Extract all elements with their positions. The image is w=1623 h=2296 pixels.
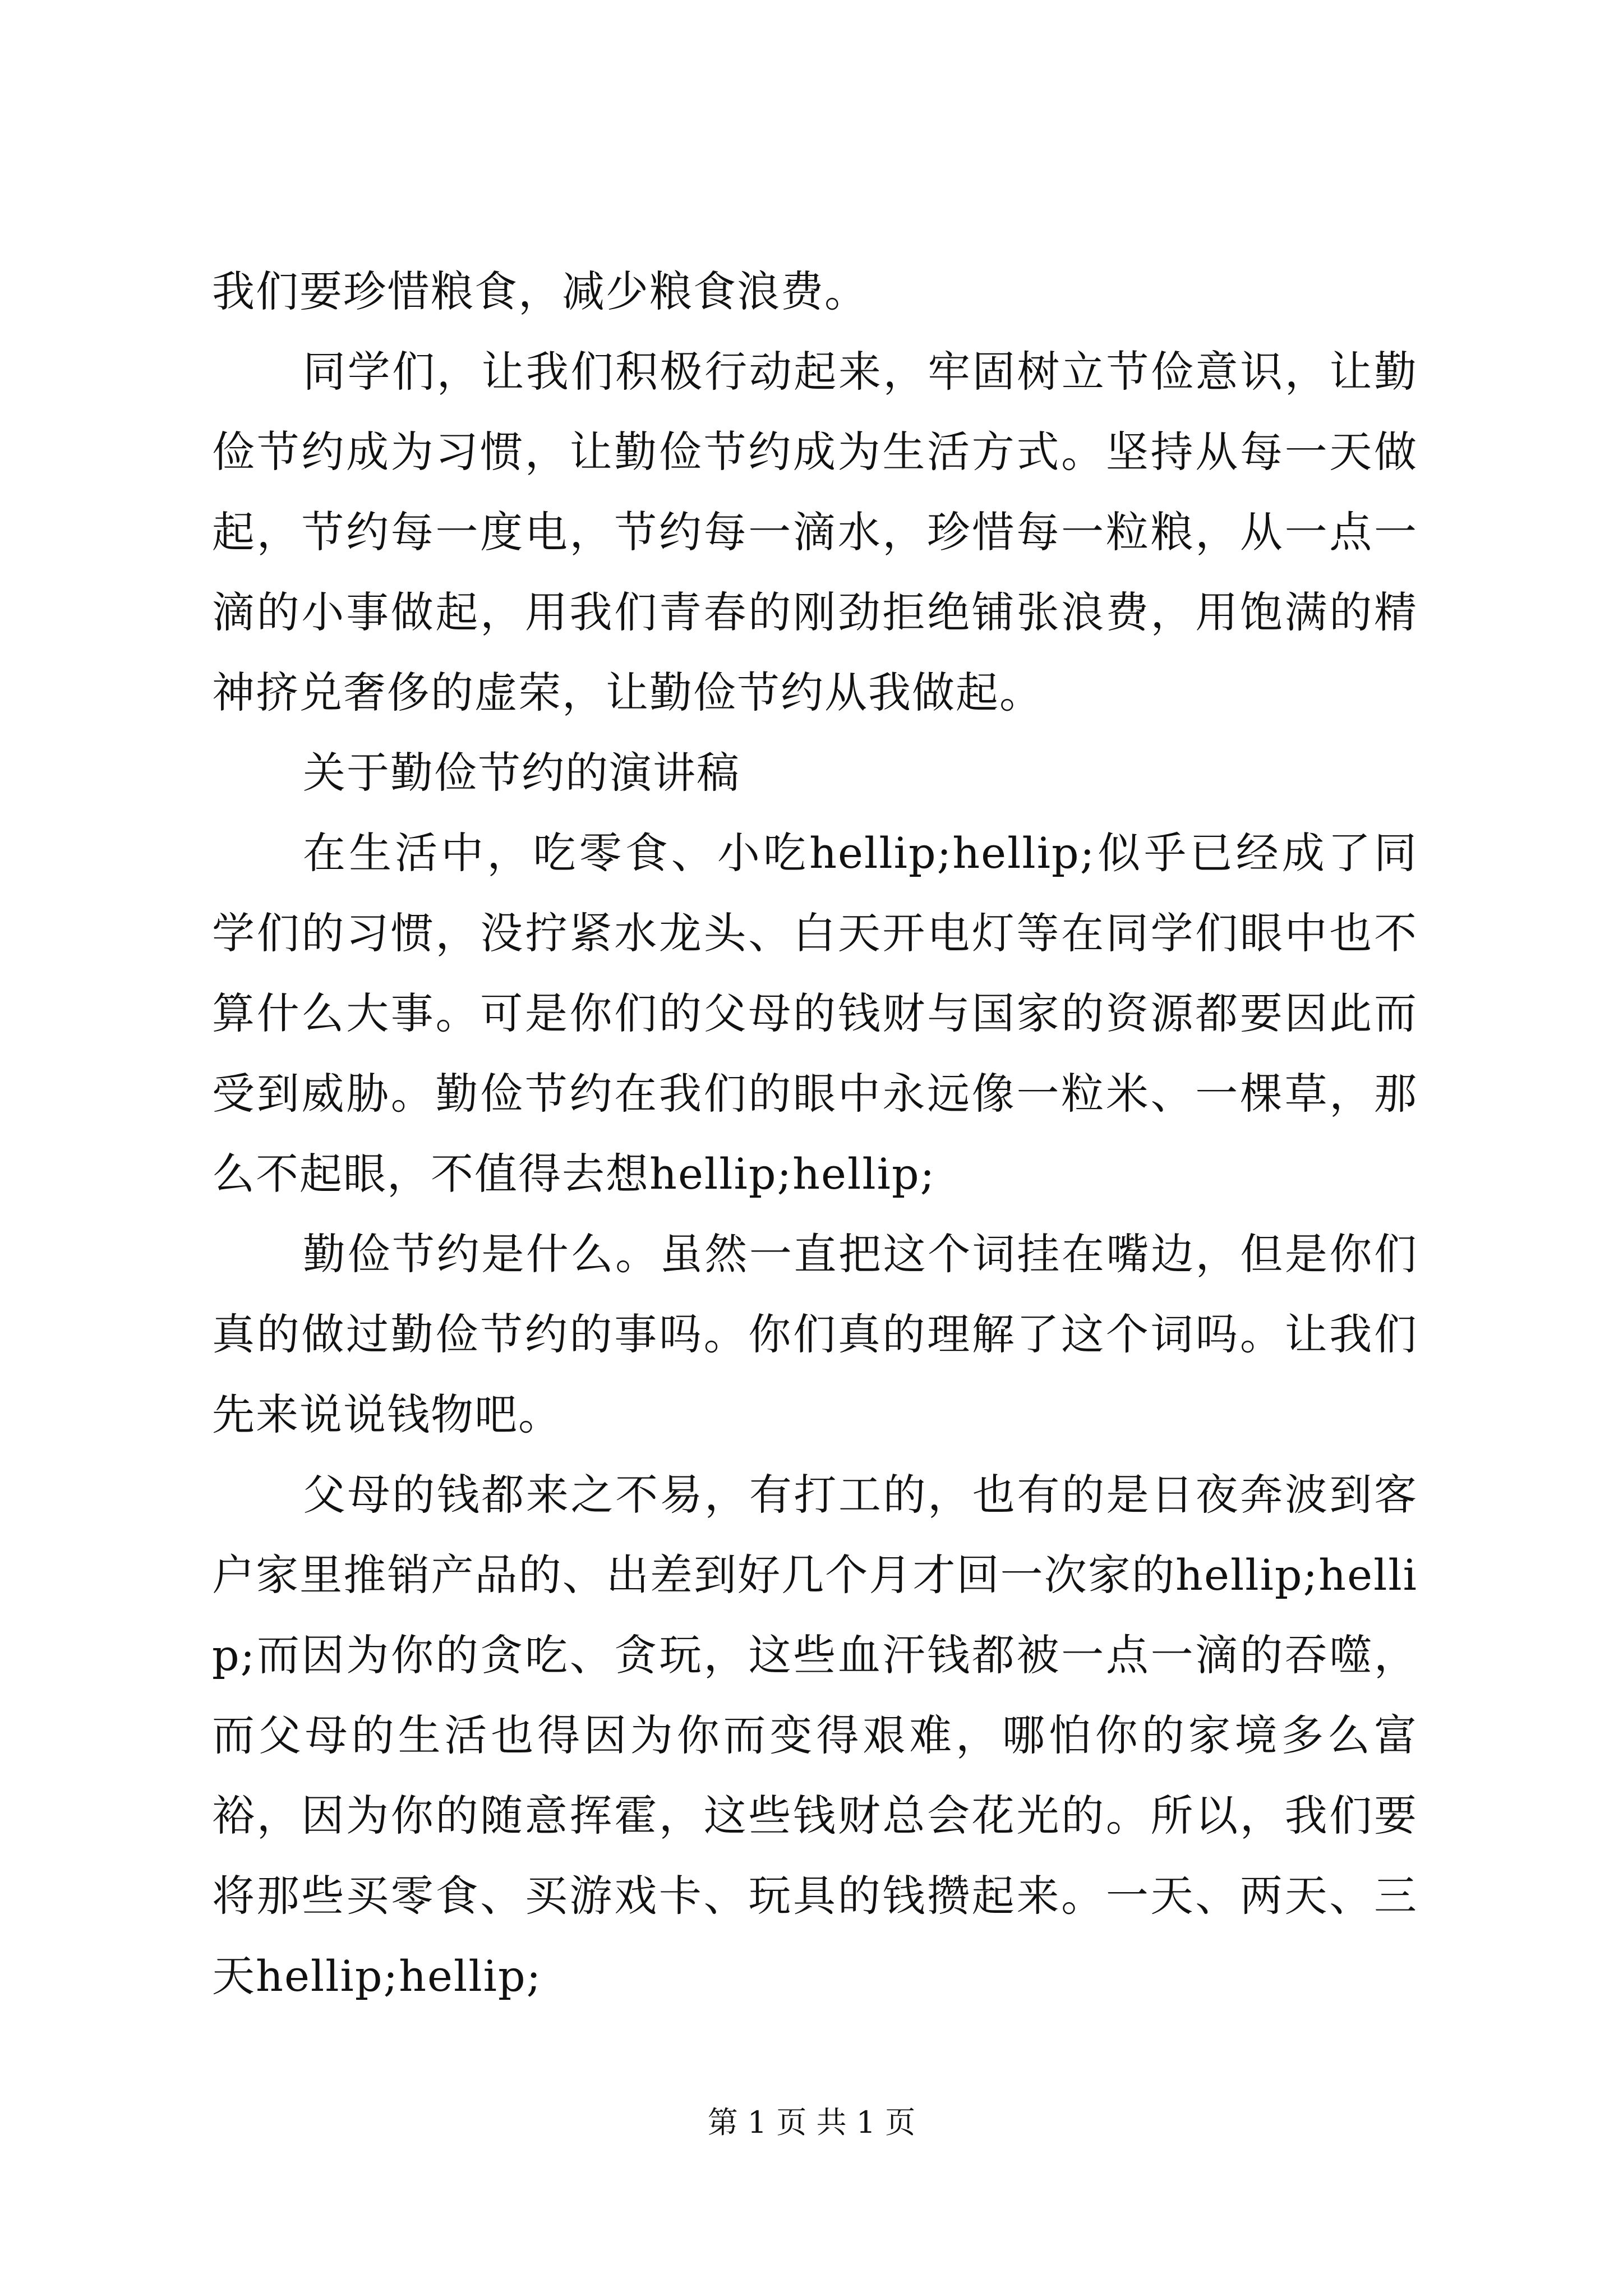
paragraph-continuation: 我们要珍惜粮食，减少粮食浪费。 bbox=[212, 266, 868, 316]
paragraph-parents-money: 父母的钱都来之不易，有打工的，也有的是日夜奔波到客户家里推销产品的、出差到好几个月才回一次家的hellip;hellip;而因为你的贪吃、贪玩，这些血汗钱都被一点一滴的吞噬，而父母的生活也得因为你而变得艰难，哪怕你的家境多么富裕，因为你的随意挥霍，这些钱财总会花光的。所以，我们要将那些买零食、买游戏卡、玩具的钱攒起来。一天、两天、三天hellip;hellip; bbox=[212, 1470, 1418, 2001]
page-footer: 第 1 页 共 1 页 bbox=[707, 2105, 916, 2140]
section-title: 关于勤俭节约的演讲稿 bbox=[303, 748, 740, 798]
paragraph-intro: 在生活中，吃零食、小吃hellip;hellip;似乎已经成了同学们的习惯，没拧紧水龙头、白天开电灯等在同学们眼中也不算什么大事。可是你们的父母的钱财与国家的资源都要因此而受到威胁。勤俭节约在我们的眼中永远像一粒米、一棵草，那么不起眼，不值得去想hellip;hellip; bbox=[212, 828, 1418, 1199]
paragraph-call-to-action: 同学们，让我们积极行动起来，牢固树立节俭意识，让勤俭节约成为习惯，让勤俭节约成为生活方式。坚持从每一天做起，节约每一度电，节约每一滴水，珍惜每一粒粮，从一点一滴的小事做起，用我们青春的刚劲拒绝铺张浪费，用饱满的精神挤兑奢侈的虚荣，让勤俭节约从我做起。 bbox=[212, 347, 1418, 717]
document-body bbox=[212, 251, 1418, 2016]
paragraph-question: 勤俭节约是什么。虽然一直把这个词挂在嘴边，但是你们真的做过勤俭节约的事吗。你们真的理解了这个词吗。让我们先来说说钱物吧。 bbox=[212, 1229, 1418, 1439]
